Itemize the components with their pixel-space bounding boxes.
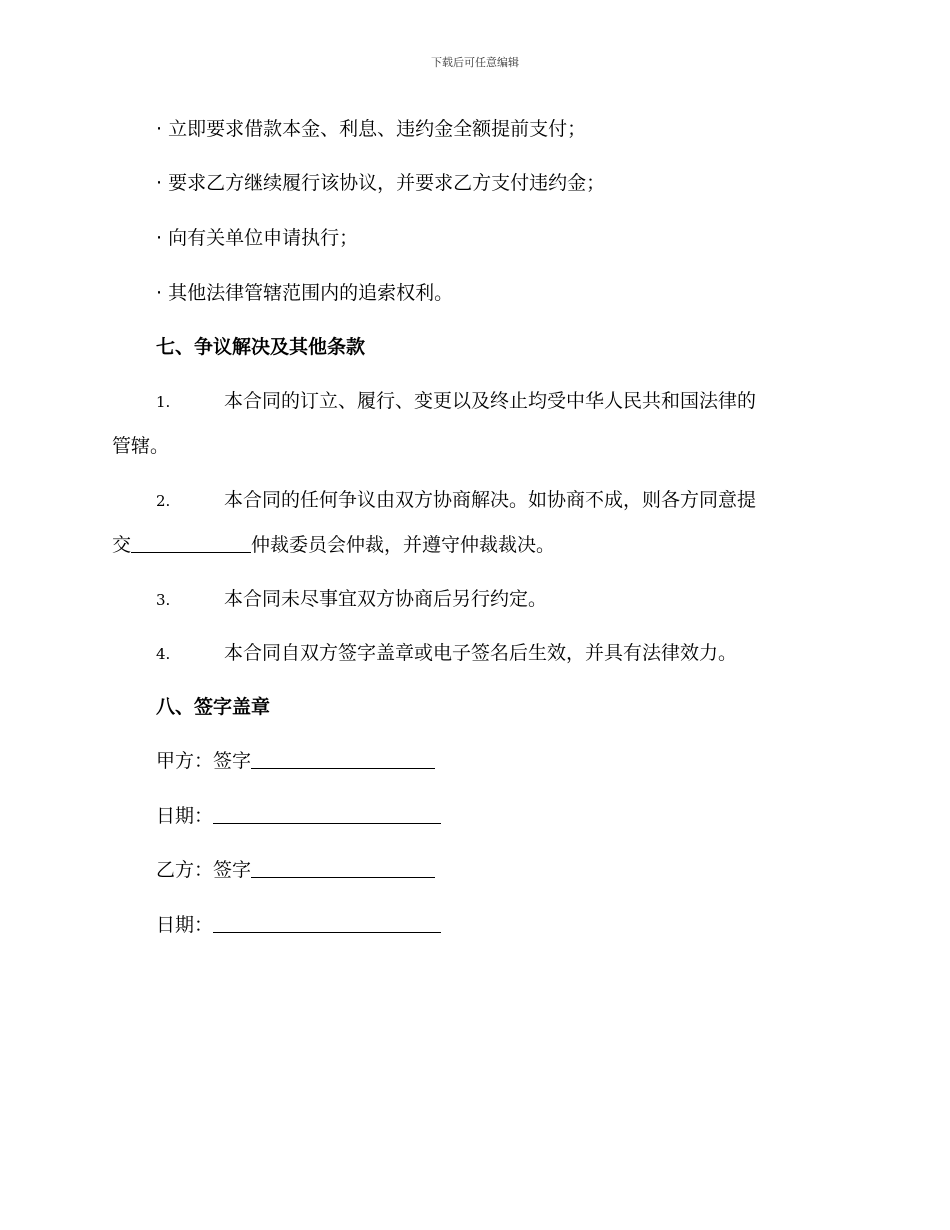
bullet-item: · 其他法律管辖范围内的追索权利。 xyxy=(156,282,454,304)
party-b-sign-label: 乙方：签字 xyxy=(156,859,252,881)
clause-text-before-blank: 交 xyxy=(112,534,132,556)
party-a-signature-field[interactable] xyxy=(251,748,435,769)
clause-text: 本合同自双方签字盖章或电子签名后生效，并具有法律效力。 xyxy=(224,642,738,664)
party-a-date-field[interactable] xyxy=(213,803,441,824)
arbitration-commission-blank[interactable] xyxy=(131,532,251,553)
clause-text: 本合同的订立、履行、变更以及终止均受中华人民共和国法律的 xyxy=(224,390,757,412)
clause-text-continued xyxy=(112,532,555,558)
bullet-item: · 立即要求借款本金、利息、违约金全额提前支付； xyxy=(156,118,587,140)
clause-number: 4. xyxy=(156,645,171,663)
party-b-date-label: 日期： xyxy=(156,914,214,936)
bullet-item: · 要求乙方继续履行该协议，并要求乙方支付违约金； xyxy=(156,172,606,194)
clause-number: 1. xyxy=(156,393,171,411)
clause-text-after-blank: 仲裁委员会仲裁，并遵守仲裁裁决。 xyxy=(251,534,556,556)
clause-text: 本合同的任何争议由双方协商解决。如协商不成，则各方同意提 xyxy=(224,489,757,511)
section-7-title: 七、争议解决及其他条款 xyxy=(156,336,366,358)
party-a-date-label: 日期： xyxy=(156,805,214,827)
party-b-signature-row xyxy=(156,857,435,883)
section-8-title: 八、签字盖章 xyxy=(156,696,271,718)
party-a-sign-label: 甲方：签字 xyxy=(156,750,252,772)
party-a-date-row xyxy=(156,803,441,829)
clause-number: 2. xyxy=(156,492,171,510)
clause-number: 3. xyxy=(156,591,171,609)
clause-text-continued: 管辖。 xyxy=(112,435,170,457)
page-header: 下载后可任意编辑 xyxy=(431,56,519,69)
party-b-date-row xyxy=(156,912,441,938)
party-a-signature-row xyxy=(156,748,435,774)
party-b-signature-field[interactable] xyxy=(251,857,435,878)
bullet-item: · 向有关单位申请执行； xyxy=(156,227,359,249)
clause-text: 本合同未尽事宜双方协商后另行约定。 xyxy=(224,588,548,610)
party-b-date-field[interactable] xyxy=(213,912,441,933)
